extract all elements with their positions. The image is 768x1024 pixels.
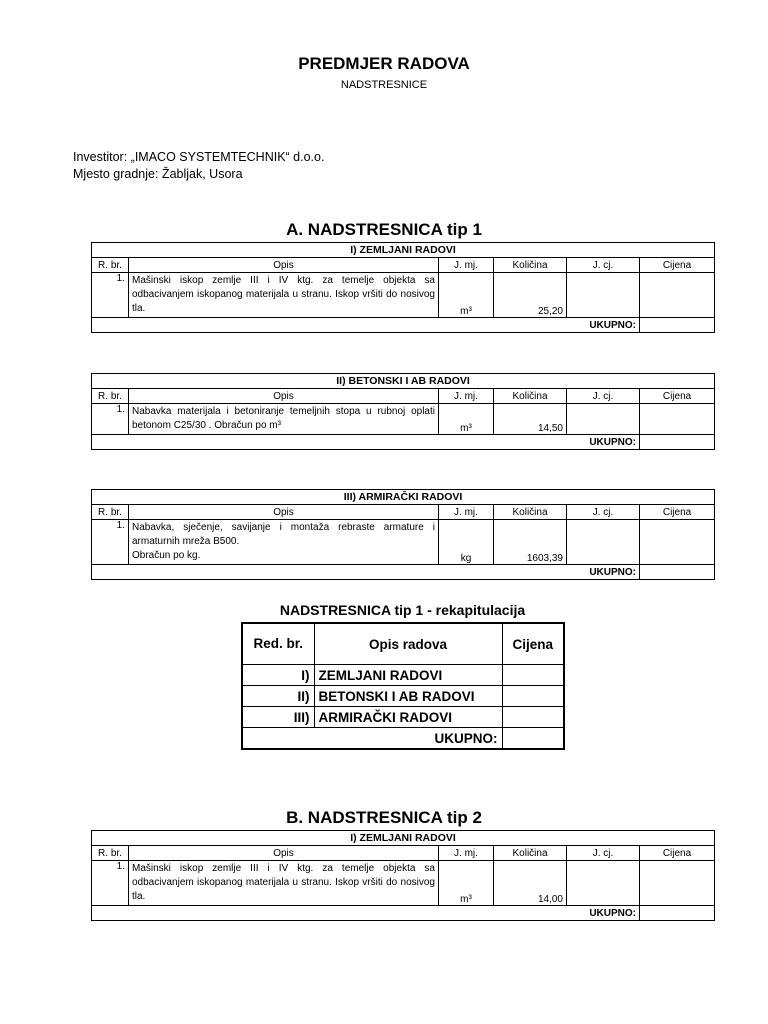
col-cijena: Cijena bbox=[640, 258, 715, 273]
table-row bbox=[92, 404, 715, 435]
col-rbr: R. br. bbox=[92, 389, 129, 404]
table-row bbox=[92, 273, 715, 318]
col-opis: Opis bbox=[129, 258, 439, 273]
col-kolicina: Količina bbox=[494, 846, 567, 861]
document-title: PREDMJER RADOVA bbox=[298, 54, 470, 73]
table-title: II) BETONSKI I AB RADOVI bbox=[92, 374, 715, 389]
total-value bbox=[640, 565, 715, 580]
item-unit: kg bbox=[439, 520, 494, 565]
table-title: III) ARMIRAČKI RADOVI bbox=[92, 490, 715, 505]
item-unit-price bbox=[567, 520, 640, 565]
recap-row-price bbox=[502, 665, 564, 686]
col-jmj: J. mj. bbox=[439, 258, 494, 273]
item-description-line: Obračun po kg. bbox=[132, 550, 201, 561]
col-cijena: Cijena bbox=[640, 505, 715, 520]
col-cijena: Cijena bbox=[640, 389, 715, 404]
item-unit-price bbox=[567, 273, 640, 318]
table-row bbox=[92, 861, 715, 906]
recap-row-number: III) bbox=[242, 707, 314, 728]
col-kolicina: Količina bbox=[494, 505, 567, 520]
item-description: Mašinski iskop zemlje III i IV ktg. za temelje objekta sa odbacivanjem iskopanog materijala u stranu. Iskop vršiti do nosivog tla. bbox=[129, 861, 439, 906]
item-number: 1. bbox=[92, 520, 129, 565]
col-opis: Opis bbox=[129, 505, 439, 520]
item-unit-price bbox=[567, 861, 640, 906]
col-jmj: J. mj. bbox=[439, 846, 494, 861]
table-title: I) ZEMLJANI RADOVI bbox=[92, 243, 715, 258]
col-jcj: J. cj. bbox=[567, 258, 640, 273]
recap-row bbox=[242, 686, 564, 707]
total-label: UKUPNO: bbox=[92, 318, 640, 333]
item-unit: m³ bbox=[439, 273, 494, 318]
section-a-heading: A. NADSTRESNICA tip 1 bbox=[286, 220, 482, 239]
investor-line: Investitor: „IMACO SYSTEMTECHNIK“ d.o.o. bbox=[73, 150, 325, 164]
col-jmj: J. mj. bbox=[439, 505, 494, 520]
total-value bbox=[640, 318, 715, 333]
item-price bbox=[640, 404, 715, 435]
item-number: 1. bbox=[92, 404, 129, 435]
col-kolicina: Količina bbox=[494, 389, 567, 404]
total-label: UKUPNO: bbox=[92, 565, 640, 580]
recap-col-rbr: Red. br. bbox=[242, 623, 314, 665]
recap-total-label: UKUPNO: bbox=[242, 728, 502, 750]
item-price bbox=[640, 273, 715, 318]
table-a-rebar bbox=[91, 489, 715, 580]
recap-row-label: BETONSKI I AB RADOVI bbox=[314, 686, 502, 707]
recap-row-number: II) bbox=[242, 686, 314, 707]
item-number: 1. bbox=[92, 273, 129, 318]
recap-table bbox=[241, 622, 565, 750]
item-unit: m³ bbox=[439, 861, 494, 906]
total-value bbox=[640, 906, 715, 921]
col-opis: Opis bbox=[129, 846, 439, 861]
table-a-earthworks bbox=[91, 242, 715, 333]
total-label: UKUPNO: bbox=[92, 435, 640, 450]
col-rbr: R. br. bbox=[92, 505, 129, 520]
item-description bbox=[129, 520, 439, 565]
recap-col-cijena: Cijena bbox=[502, 623, 564, 665]
table-b-earthworks bbox=[91, 830, 715, 921]
col-jcj: J. cj. bbox=[567, 846, 640, 861]
recap-row bbox=[242, 665, 564, 686]
col-kolicina: Količina bbox=[494, 258, 567, 273]
item-price bbox=[640, 861, 715, 906]
item-quantity: 1603,39 bbox=[494, 520, 567, 565]
col-cijena: Cijena bbox=[640, 846, 715, 861]
recap-col-opis: Opis radova bbox=[314, 623, 502, 665]
table-title: I) ZEMLJANI RADOVI bbox=[92, 831, 715, 846]
item-quantity: 14,50 bbox=[494, 404, 567, 435]
item-unit: m³ bbox=[439, 404, 494, 435]
item-number: 1. bbox=[92, 861, 129, 906]
total-value bbox=[640, 435, 715, 450]
col-rbr: R. br. bbox=[92, 258, 129, 273]
table-row bbox=[92, 520, 715, 565]
item-quantity: 14,00 bbox=[494, 861, 567, 906]
item-unit-price bbox=[567, 404, 640, 435]
section-b-heading: B. NADSTRESNICA tip 2 bbox=[286, 808, 482, 827]
col-opis: Opis bbox=[129, 389, 439, 404]
total-label: UKUPNO: bbox=[92, 906, 640, 921]
item-description-line: Nabavka, sječenje, savijanje i montaža rebraste armature i armaturnih mreža B500. bbox=[132, 522, 435, 547]
recap-row bbox=[242, 707, 564, 728]
location-line: Mjesto gradnje: Žabljak, Usora bbox=[73, 167, 243, 181]
recap-row-label: ARMIRAČKI RADOVI bbox=[314, 707, 502, 728]
item-quantity: 25,20 bbox=[494, 273, 567, 318]
recap-row-price bbox=[502, 707, 564, 728]
recap-total-value bbox=[502, 728, 564, 750]
item-description: Nabavka materijala i betoniranje temeljnih stopa u rubnoj oplati betonom C25/30 . Obračun po m³ bbox=[129, 404, 439, 435]
col-rbr: R. br. bbox=[92, 846, 129, 861]
item-price bbox=[640, 520, 715, 565]
col-jmj: J. mj. bbox=[439, 389, 494, 404]
col-jcj: J. cj. bbox=[567, 505, 640, 520]
recap-row-number: I) bbox=[242, 665, 314, 686]
document-subtitle: NADSTRESNICE bbox=[340, 79, 428, 91]
recap-row-price bbox=[502, 686, 564, 707]
table-a-concrete bbox=[91, 373, 715, 450]
item-description: Mašinski iskop zemlje III i IV ktg. za temelje objekta sa odbacivanjem iskopanog materijala u stranu. Iskop vršiti do nosivog tla. bbox=[129, 273, 439, 318]
col-jcj: J. cj. bbox=[567, 389, 640, 404]
recap-row-label: ZEMLJANI RADOVI bbox=[314, 665, 502, 686]
recap-title: NADSTRESNICA tip 1 - rekapitulacija bbox=[279, 602, 526, 618]
